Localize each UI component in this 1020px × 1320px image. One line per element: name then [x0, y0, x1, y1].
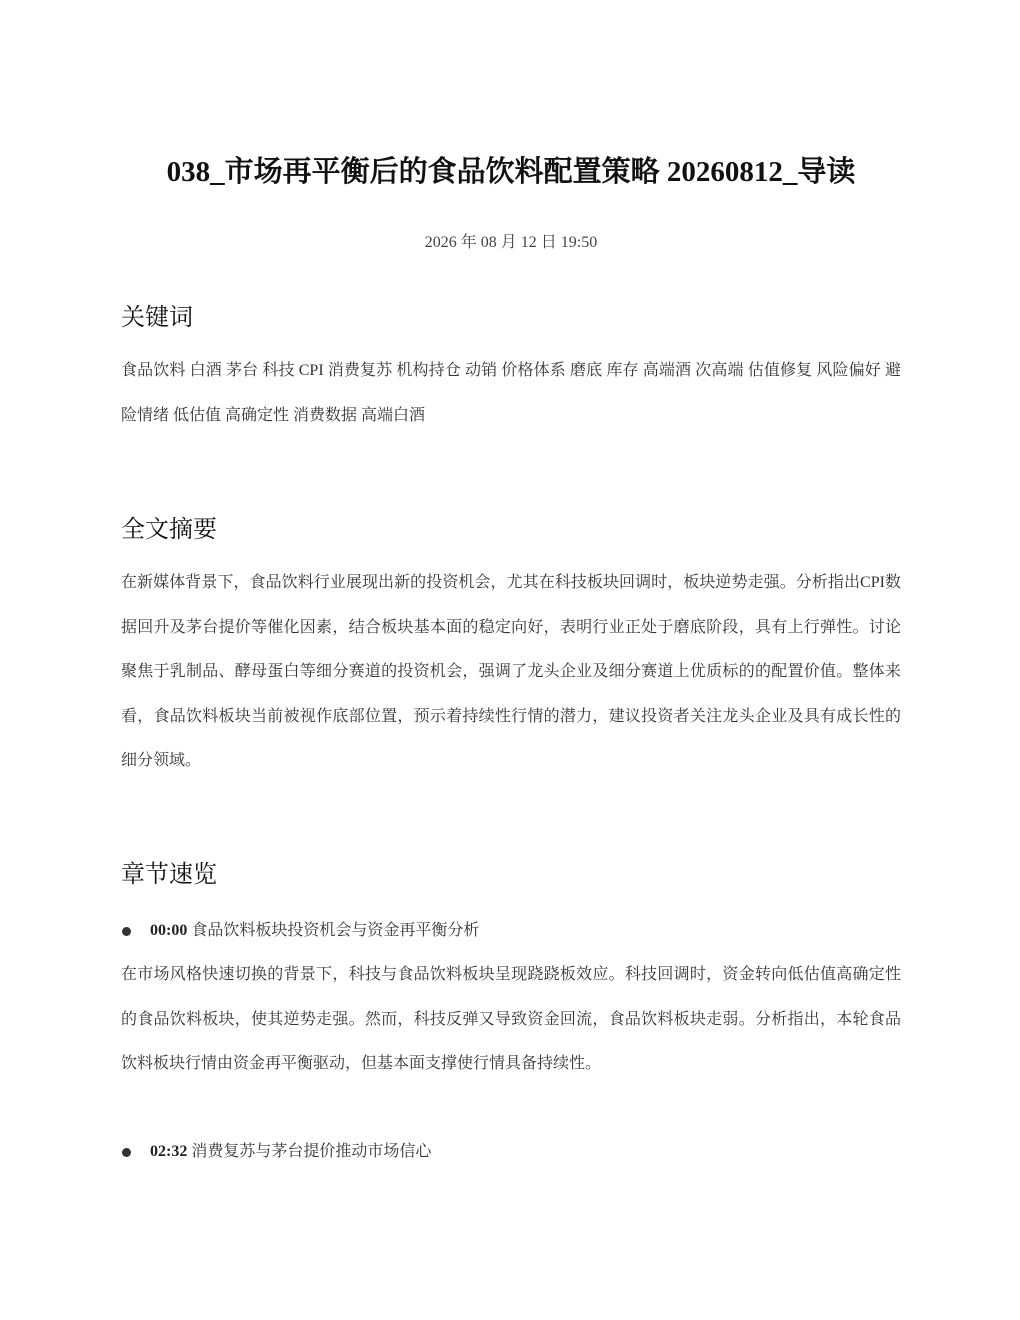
chapter-time: 02:32 — [150, 1143, 188, 1160]
bullet-icon — [122, 1148, 131, 1157]
chapter-item — [121, 1140, 901, 1164]
chapter-text: 在市场风格快速切换的背景下，科技与食品饮料板块呈现跷跷板效应。科技回调时，资金转向低估值高确定性的食品饮料板块，使其逆势走强。然而，科技反弹又导致资金回流，食品饮料板块走弱。分析指出，本轮食品饮料板块行情由资金再平衡驱动，但基本面支撑使行情具备持续性。 — [121, 966, 901, 1072]
document-date: 2026 年 08 月 12 日 19:50 — [424, 234, 598, 251]
keywords-text: 食品饮料 白酒 茅台 科技 CPI 消费复苏 机构持仓 动销 价格体系 磨底 库存 高端酒 次高端 估值修复 风险偏好 避险情绪 低估值 高确定性 消费数据 高端白酒 — [121, 362, 901, 424]
chapter-heading — [150, 1140, 431, 1164]
chapter-heading — [150, 919, 479, 943]
summary-text: 在新媒体背景下，食品饮料行业展现出新的投资机会，尤其在科技板块回调时，板块逆势走强。分析指出CPI数据回升及茅台提价等催化因素，结合板块基本面的稳定向好，表明行业正处于磨底阶段，具有上行弹性。讨论聚焦于乳制品、酵母蛋白等细分赛道的投资机会，强调了龙头企业及细分赛道上优质标的的配置价值。整体来看，食品饮料板块当前被视作底部位置，预示着持续性行情的潜力，建议投资者关注龙头企业及具有成长性的细分领域。 — [121, 574, 901, 769]
keywords-heading: 关键词 — [121, 305, 193, 331]
chapter-title: 消费复苏与茅台提价推动市场信心 — [191, 1143, 432, 1160]
document-title: 038_市场再平衡后的食品饮料配置策略 20260812_导读 — [166, 156, 856, 188]
chapters-heading: 章节速览 — [121, 862, 217, 888]
chapter-item — [121, 919, 901, 943]
chapter-title: 食品饮料板块投资机会与资金再平衡分析 — [191, 922, 480, 939]
chapter-time: 00:00 — [150, 922, 188, 939]
summary-heading: 全文摘要 — [121, 517, 217, 543]
bullet-icon — [122, 927, 131, 936]
